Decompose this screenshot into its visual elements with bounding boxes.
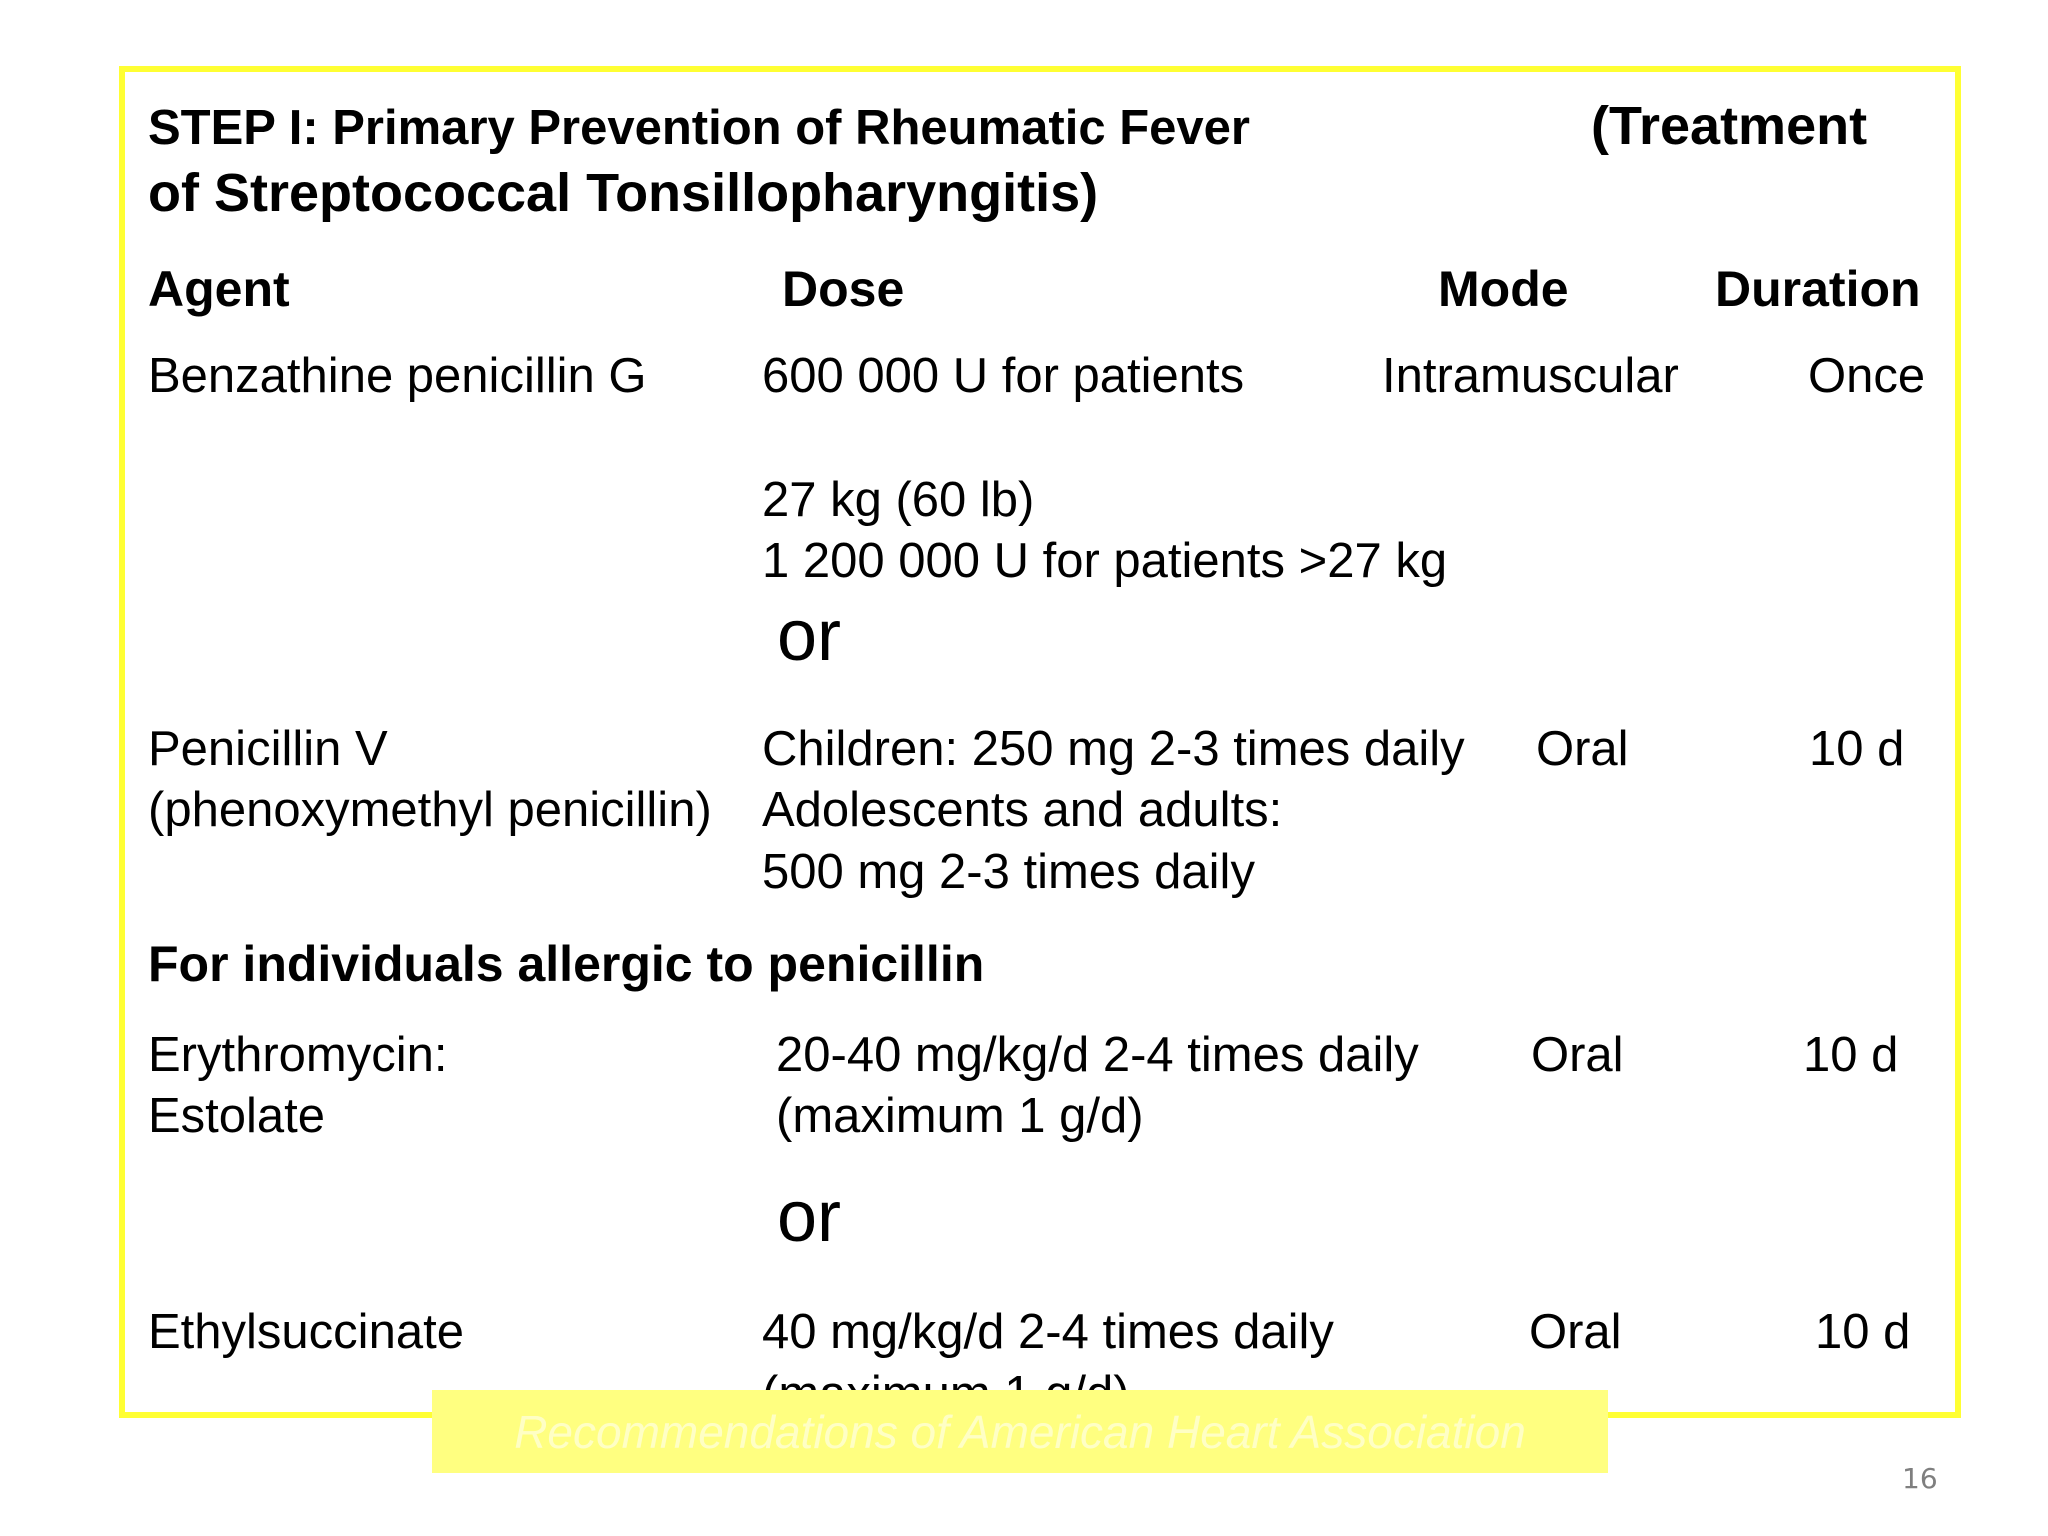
- header-mode: Mode: [1438, 261, 1569, 317]
- benzathine-dose-line3: 1 200 000 U for patients >27 kg: [762, 534, 1448, 588]
- erythromycin-agent-line2: Estolate: [148, 1089, 326, 1143]
- erythromycin-dose-line1: 20-40 mg/kg/d 2-4 times daily: [776, 1028, 1419, 1082]
- penicillin-v-agent-line2: (phenoxymethyl penicillin): [148, 783, 712, 837]
- erythromycin-mode: Oral: [1531, 1028, 1624, 1082]
- source-footer-text: Recommendations of American Heart Association: [514, 1405, 1526, 1458]
- allergic-section-heading: For individuals allergic to penicillin: [148, 936, 985, 992]
- penicillin-v-dose-line3: 500 mg 2-3 times daily: [762, 845, 1255, 899]
- or-separator-1: or: [777, 596, 842, 676]
- ethylsuccinate-agent: Ethylsuccinate: [148, 1305, 464, 1359]
- penicillin-v-agent-line1: Penicillin V: [148, 722, 388, 776]
- benzathine-mode: Intramuscular: [1382, 349, 1679, 403]
- header-agent: Agent: [148, 261, 290, 317]
- page-number: 16: [1902, 1462, 1938, 1495]
- penicillin-v-dose-line2: Adolescents and adults:: [762, 783, 1283, 837]
- benzathine-dose-line1: 600 000 U for patients: [762, 349, 1245, 403]
- benzathine-dose-line2: 27 kg (60 lb): [762, 473, 1035, 527]
- benzathine-duration: Once: [1808, 349, 1926, 403]
- erythromycin-agent-line1: Erythromycin:: [148, 1028, 448, 1082]
- penicillin-v-duration: 10 d: [1809, 722, 1905, 776]
- benzathine-agent: Benzathine penicillin G: [148, 349, 647, 403]
- slide-title-line2: of Streptococcal Tonsillopharyngitis): [148, 163, 1099, 223]
- slide-title-line1: STEP I: Primary Prevention of Rheumatic Fever: [148, 101, 1250, 155]
- penicillin-v-mode: Oral: [1536, 722, 1629, 776]
- source-footer-banner: [432, 1390, 1608, 1473]
- slide-content-frame: [119, 66, 1961, 1418]
- ethylsuccinate-dose-line1: 40 mg/kg/d 2-4 times daily: [762, 1305, 1334, 1359]
- slide-title-treatment: (Treatment: [1591, 96, 1868, 156]
- ethylsuccinate-mode: Oral: [1529, 1305, 1622, 1359]
- header-duration: Duration: [1715, 261, 1921, 317]
- erythromycin-dose-line2: (maximum 1 g/d): [776, 1089, 1144, 1143]
- or-separator-2: or: [777, 1177, 842, 1257]
- erythromycin-duration: 10 d: [1803, 1028, 1899, 1082]
- ethylsuccinate-duration: 10 d: [1815, 1305, 1911, 1359]
- header-dose: Dose: [782, 261, 905, 317]
- penicillin-v-dose-line1: Children: 250 mg 2-3 times daily: [762, 722, 1465, 776]
